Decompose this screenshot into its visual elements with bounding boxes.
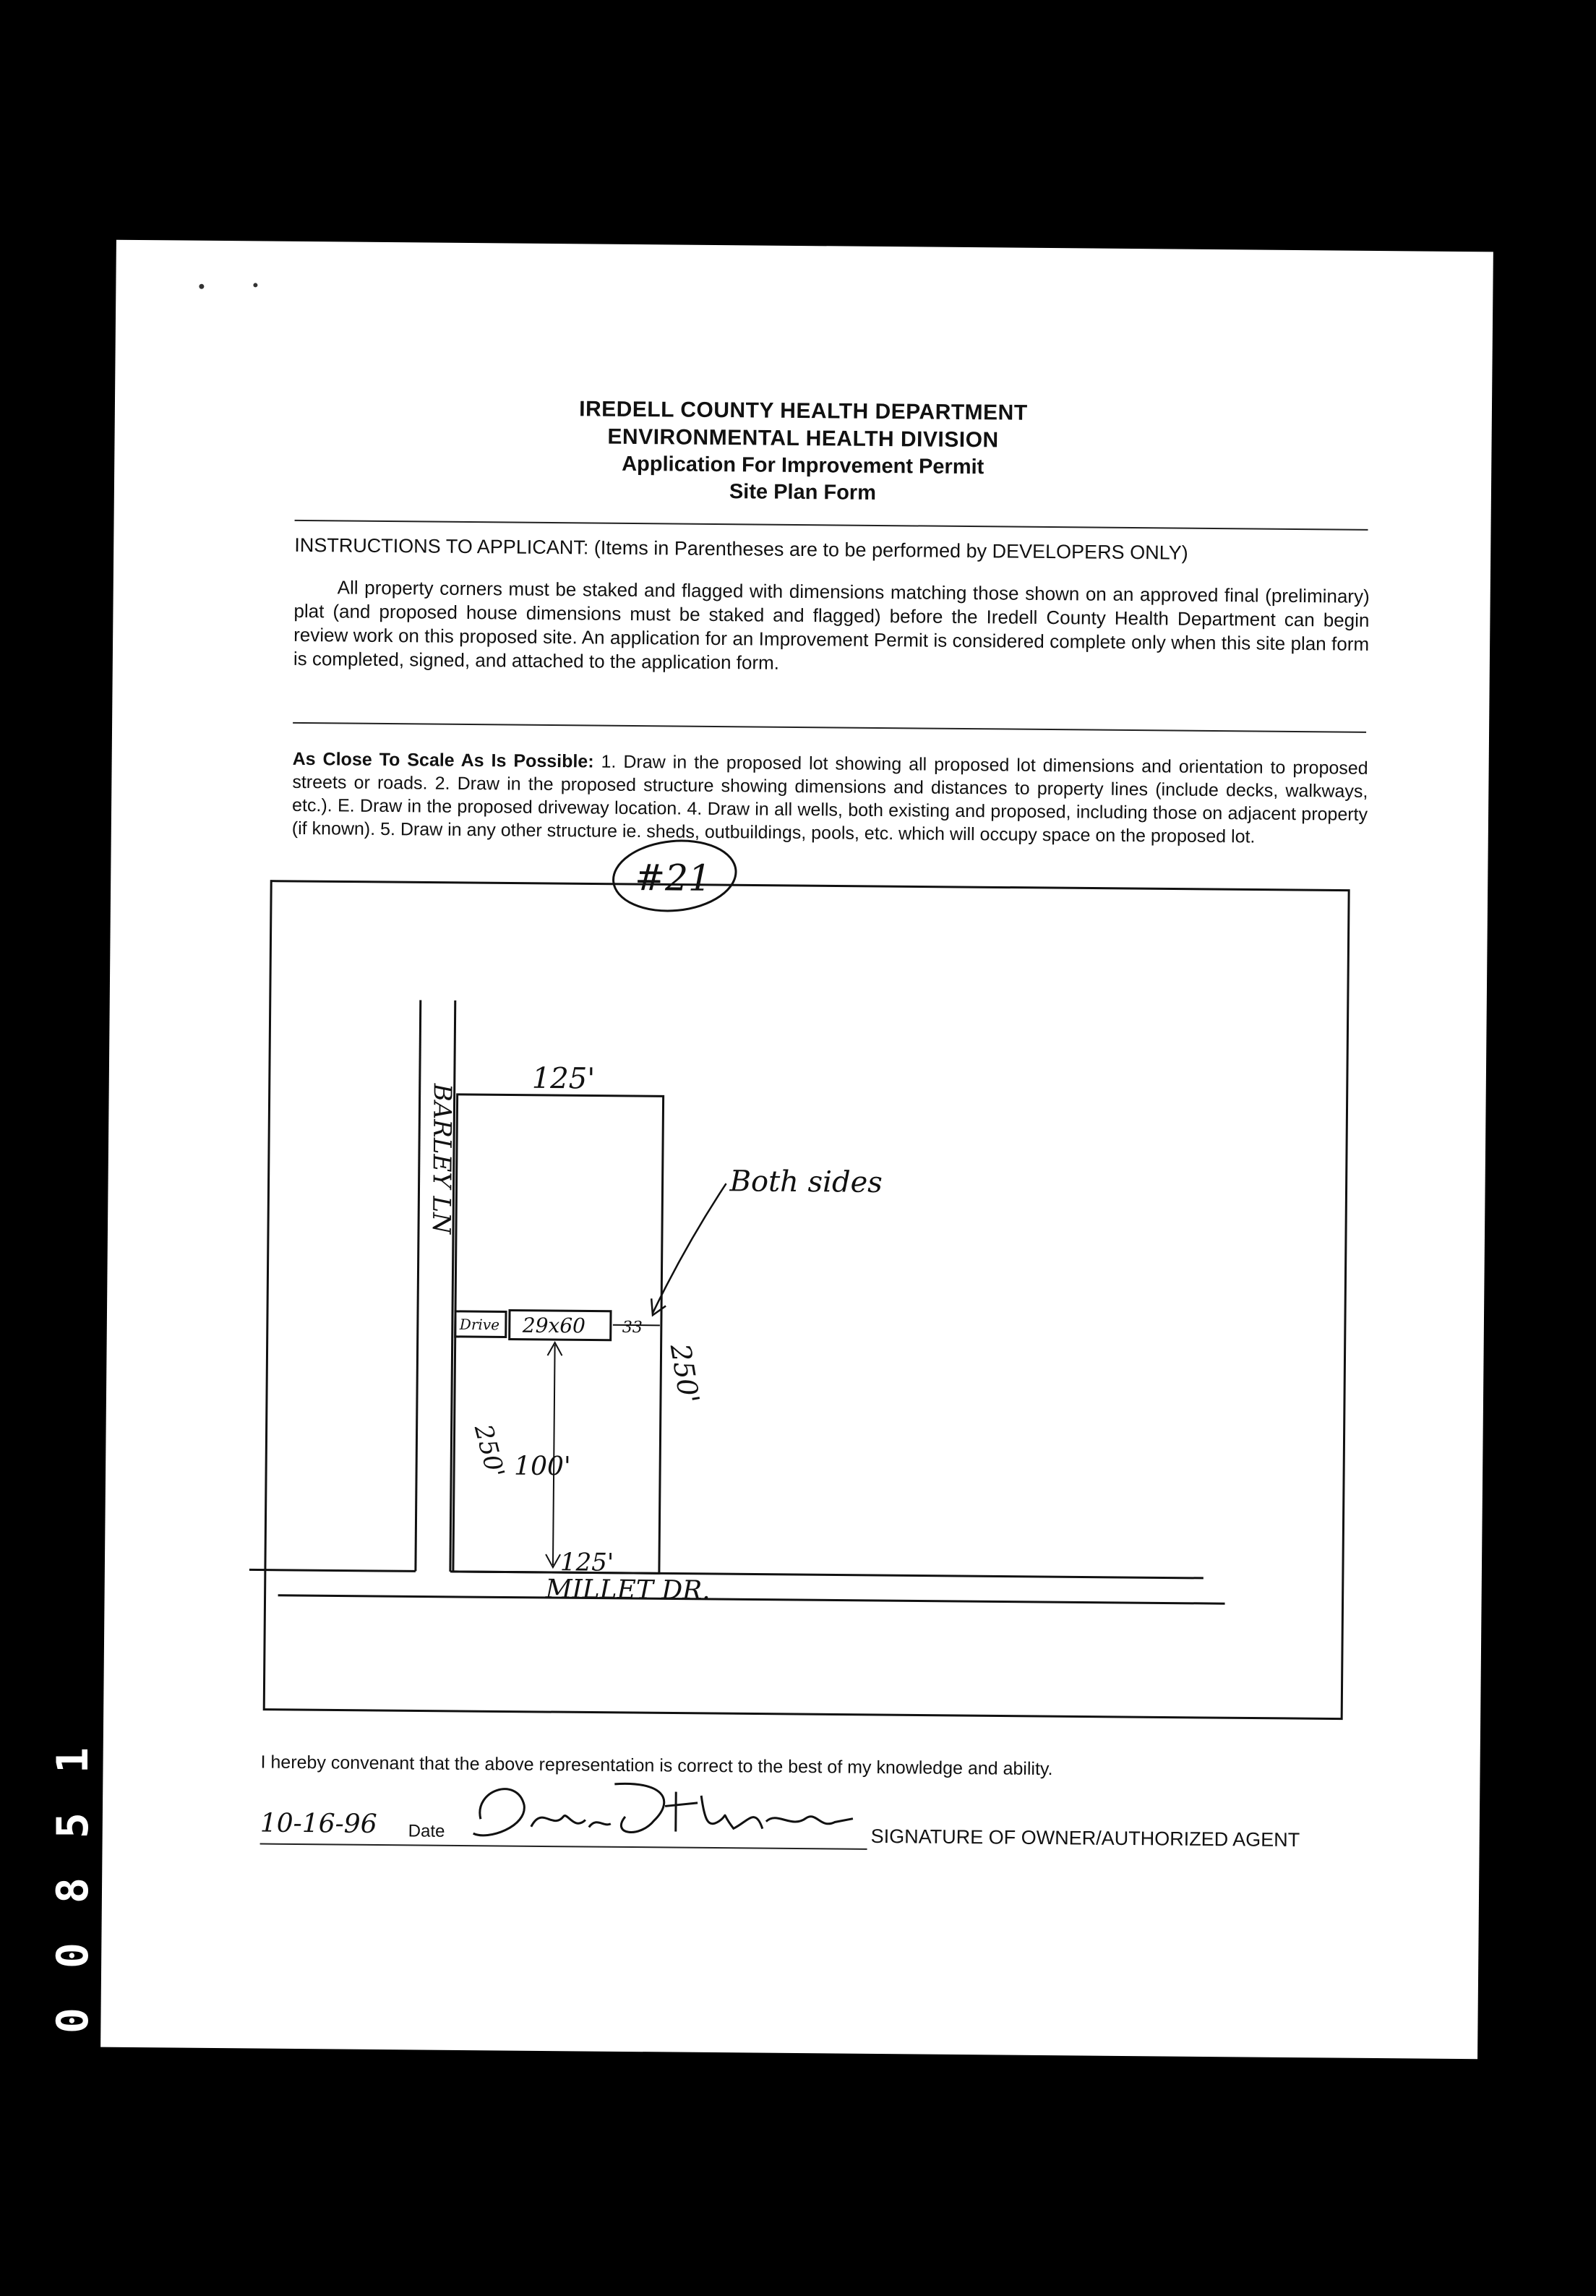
both-sides-note: Both sides: [729, 1165, 883, 1200]
drive-label: Drive: [459, 1315, 500, 1334]
date-label: Date: [408, 1821, 445, 1841]
divider: [295, 520, 1368, 531]
bottom-width-label: 125': [559, 1548, 614, 1577]
scale-instructions-text: 1. Draw in the proposed lot showing all proposed lot dimensions and orientation to proposed streets or roads. 2. Draw in the proposed structure showing dimensions and distances to property lines (include decks, walkways, etc.). E. Draw in the proposed driveway location. 4. Draw in all wells, both existing and proposed, including those on adjacent property (if known). 5. Draw in any other structure ie. sheds, outbuildings, pools, etc. which will occupy space on the proposed lot.: [291, 751, 1368, 847]
division-name: ENVIRONMENTAL HEALTH DIVISION: [607, 424, 999, 453]
divider: [293, 722, 1366, 733]
side-setback-label: 33: [622, 1318, 643, 1337]
lot-number: #21: [635, 857, 712, 899]
stamp-digit: 0: [48, 2007, 98, 2034]
stamp-digit: 8: [48, 1877, 98, 1904]
front-setback-label: 100': [513, 1451, 571, 1482]
signature-label: SIGNATURE OF OWNER/AUTHORIZED AGENT: [870, 1825, 1300, 1851]
both-sides-arrow: [653, 1183, 726, 1314]
instructions-body: All property corners must be staked and flagged with dimensions matching those shown on an approved final (preliminary) plat (and proposed house dimensions must be staked and flagged) before the Iredell County Health Department can begin review work on this proposed site. An application for an Improvement Permit is considered complete only when this site plan form is completed, signed, and attached to the application form.: [293, 576, 1370, 674]
right-depth-label: 250': [664, 1341, 705, 1406]
department-name: IREDELL COUNTY HEALTH DEPARTMENT: [579, 397, 1028, 425]
form-header: [114, 392, 1492, 513]
millet-dr-edge-bottom: [278, 1595, 1225, 1603]
scan-speck: [199, 284, 204, 289]
date-value: 10-16-96: [259, 1808, 377, 1839]
scan-speck: [253, 283, 257, 287]
barley-ln-edge-left: [416, 1000, 421, 1571]
document-number-stamp: [40, 1692, 106, 2053]
top-width-label: 125': [531, 1061, 596, 1096]
form-title: Site Plan Form: [729, 480, 877, 505]
application-title: Application For Improvement Permit: [622, 452, 984, 479]
stamp-digit: 1: [48, 1747, 98, 1774]
scale-instructions: [292, 748, 1368, 849]
barley-ln-label: BARLEY LN: [426, 1083, 457, 1235]
signature-row: [259, 1803, 1344, 1870]
scale-instructions-lead: As Close To Scale As Is Possible:: [292, 748, 594, 772]
millet-dr-edge-left: [249, 1569, 416, 1571]
millet-dr-label: MILLET DR.: [545, 1574, 711, 1606]
certification-statement: I hereby convenant that the above representation is correct to the best of my knowledge and ability.: [260, 1752, 1053, 1780]
house-label: 29x60: [522, 1313, 586, 1338]
site-plan-drawing: [262, 857, 1350, 1721]
stamp-digit: 0: [48, 1942, 98, 1969]
site-plan-form-page: [100, 240, 1493, 2060]
handwritten-signature: [458, 1775, 864, 1859]
left-depth-label: 250': [468, 1421, 510, 1481]
stamp-digit: 5: [48, 1812, 98, 1839]
instructions-heading: INSTRUCTIONS TO APPLICANT: (Items in Parentheses are to be performed by DEVELOPERS ONLY): [294, 534, 1188, 564]
plan-border: [264, 881, 1349, 1719]
